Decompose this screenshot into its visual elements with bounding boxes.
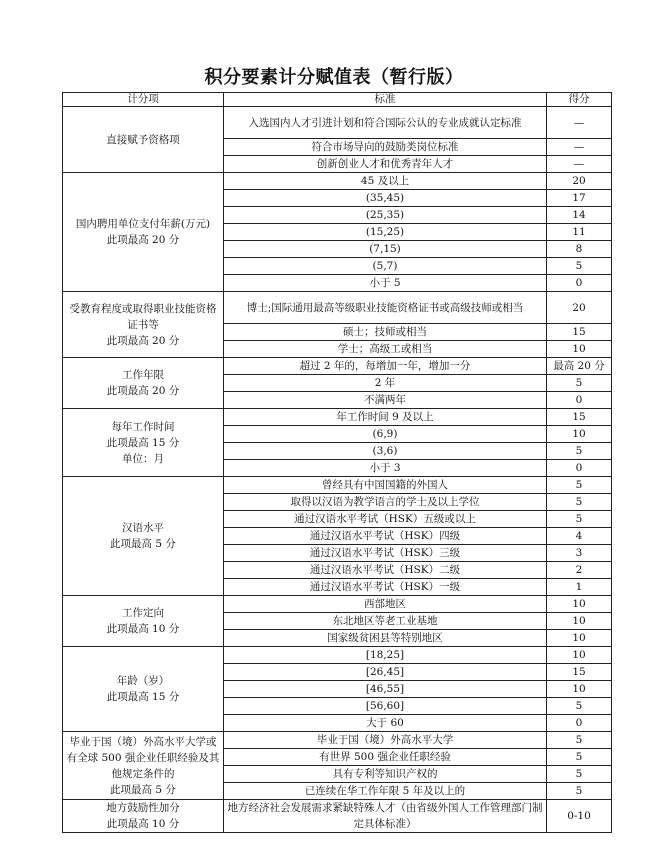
- standard-cell: 硕士；技师或相当: [224, 324, 547, 341]
- score-cell: 10: [547, 647, 612, 664]
- table-row: [63, 732, 612, 749]
- category-line: 此项最高 15 分: [106, 691, 180, 703]
- score-cell: 10: [547, 630, 612, 647]
- score-cell: 5: [547, 766, 612, 783]
- category-line: 地方鼓励性加分: [106, 802, 180, 814]
- score-cell: 20: [547, 173, 612, 190]
- category-line: 此项最高 20 分: [106, 234, 180, 246]
- category-line: 此项最高 20 分: [106, 334, 180, 347]
- category-cell: [63, 409, 224, 477]
- score-cell: 4: [547, 528, 612, 545]
- category-cell: [63, 647, 224, 732]
- category-cell: [63, 800, 224, 833]
- score-cell: 15: [547, 324, 612, 341]
- standard-cell: 大于 60: [224, 715, 547, 732]
- score-cell: 5: [547, 477, 612, 494]
- category-cell: [63, 477, 224, 596]
- standard-cell: 曾经具有中国国籍的外国人: [224, 477, 547, 494]
- score-cell: 5: [547, 698, 612, 715]
- standard-cell: (35,45): [224, 190, 547, 207]
- header-score: 得分: [547, 93, 612, 107]
- score-cell: 0: [547, 275, 612, 292]
- standard-cell: [56,60]: [224, 698, 547, 715]
- score-cell: 5: [547, 732, 612, 749]
- standard-cell: 东北地区等老工业基地: [224, 613, 547, 630]
- score-cell: 5: [547, 443, 612, 460]
- table-row: [63, 477, 612, 494]
- standard-cell: 创新创业人才和优秀青年人才: [224, 156, 547, 173]
- score-cell: —: [547, 107, 612, 139]
- score-cell: 8: [547, 241, 612, 258]
- standard-cell: 通过汉语水平考试（HSK）四级: [224, 528, 547, 545]
- score-table: [62, 92, 612, 833]
- standard-cell: 已连续在华工作年限 5 年及以上的: [224, 783, 547, 800]
- category-line: 每年工作时间: [111, 420, 175, 433]
- standard-cell: 具有专利等知识产权的: [224, 766, 547, 783]
- category-line: 单位：月: [122, 452, 164, 465]
- category-line: 汉语水平: [122, 522, 164, 534]
- score-cell: 14: [547, 207, 612, 224]
- category-line: 此项最高 20 分: [106, 385, 180, 397]
- table-row: [63, 800, 612, 833]
- category-line: 此项最高 15 分: [106, 436, 180, 449]
- table-row: [63, 409, 612, 426]
- standard-cell: 小于 5: [224, 275, 547, 292]
- category-cell: [63, 358, 224, 409]
- category-cell: [63, 292, 224, 358]
- category-line: 工作年限: [122, 369, 164, 381]
- standard-cell: 超过 2 年的，每增加一年，增加一分: [224, 358, 547, 375]
- score-cell: 3: [547, 545, 612, 562]
- table-row: [63, 107, 612, 139]
- standard-cell: (3,6): [224, 443, 547, 460]
- category-cell: [63, 107, 224, 173]
- standard-cell: 毕业于国（境）外高水平大学: [224, 732, 547, 749]
- standard-cell: 有世界 500 强企业任职经验: [224, 749, 547, 766]
- standard-cell: 通过汉语水平考试（HSK）三级: [224, 545, 547, 562]
- page-title: 积分要素计分赋值表（暂行版）: [204, 67, 464, 88]
- table-row: [63, 596, 612, 613]
- standard-cell: [46,55]: [224, 681, 547, 698]
- score-cell: 5: [547, 783, 612, 800]
- standard-cell: 小于 3: [224, 460, 547, 477]
- category-line: 此项最高 10 分: [106, 623, 180, 635]
- score-cell: —: [547, 156, 612, 173]
- score-cell: 10: [547, 426, 612, 443]
- score-cell: —: [547, 139, 612, 156]
- score-cell: 5: [547, 494, 612, 511]
- score-cell: 15: [547, 409, 612, 426]
- category-line: 此项最高 5 分: [110, 538, 176, 550]
- category-line: 毕业于国（境）外高水平大学或有全球 500 强企业任职经验及其他规定条件的: [66, 735, 220, 780]
- standard-cell: 博士;国际通用最高等级职业技能资格证书或高级技师或相当: [224, 292, 547, 324]
- category-line: 受教育程度或取得职业技能资格证书等: [69, 302, 217, 331]
- standard-cell: [18,25]: [224, 647, 547, 664]
- standard-cell: 地方经济社会发展需求紧缺特殊人才（由省级外国人工作管理部门制定具体标准）: [224, 800, 547, 833]
- score-cell: 10: [547, 613, 612, 630]
- header-item: 计分项: [63, 93, 224, 107]
- standard-cell: 通过汉语水平考试（HSK）二级: [224, 562, 547, 579]
- category-cell: [63, 596, 224, 647]
- standard-cell: (25,35): [224, 207, 547, 224]
- category-line: 直接赋予资格项: [106, 133, 180, 146]
- table-row: [63, 647, 612, 664]
- score-cell: 15: [547, 664, 612, 681]
- score-cell: 0-10: [547, 800, 612, 833]
- standard-cell: 入选国内人才引进计划和符合国际公认的专业成就认定标准: [224, 107, 547, 139]
- score-cell: 11: [547, 224, 612, 241]
- standard-cell: 通过汉语水平考试（HSK）一级: [224, 579, 547, 596]
- table-row: [63, 358, 612, 375]
- standard-cell: 45 及以上: [224, 173, 547, 190]
- score-cell: 0: [547, 460, 612, 477]
- score-cell: 5: [547, 749, 612, 766]
- category-line: 此项最高 10 分: [106, 818, 180, 830]
- standard-cell: (6,9): [224, 426, 547, 443]
- score-cell: 0: [547, 715, 612, 732]
- standard-cell: 取得以汉语为教学语言的学士及以上学位: [224, 494, 547, 511]
- table-body: [63, 107, 612, 833]
- score-cell: 5: [547, 375, 612, 392]
- standard-cell: 年工作时间 9 及以上: [224, 409, 547, 426]
- score-cell: 10: [547, 596, 612, 613]
- category-line: 工作定向: [122, 607, 164, 619]
- category-line: 国内聘用单位支付年薪(万元): [75, 218, 211, 230]
- score-cell: 10: [547, 681, 612, 698]
- standard-cell: (15,25): [224, 224, 547, 241]
- table-header-row: [63, 93, 612, 107]
- score-cell: 5: [547, 511, 612, 528]
- standard-cell: 不满两年: [224, 392, 547, 409]
- standard-cell: 符合市场导向的鼓励类岗位标准: [224, 139, 547, 156]
- standard-cell: 通过汉语水平考试（HSK）五级或以上: [224, 511, 547, 528]
- score-cell: 5: [547, 258, 612, 275]
- table-row: [63, 173, 612, 190]
- standard-cell: [26,45]: [224, 664, 547, 681]
- standard-cell: 西部地区: [224, 596, 547, 613]
- score-cell: 10: [547, 341, 612, 358]
- score-cell: 1: [547, 579, 612, 596]
- category-cell: [63, 173, 224, 292]
- score-cell: 17: [547, 190, 612, 207]
- category-line: 此项最高 5 分: [110, 783, 176, 796]
- score-cell: 最高 20 分: [547, 358, 612, 375]
- standard-cell: 国家级贫困县等特别地区: [224, 630, 547, 647]
- score-cell: 2: [547, 562, 612, 579]
- category-cell: [63, 732, 224, 800]
- standard-cell: (5,7): [224, 258, 547, 275]
- score-cell: 0: [547, 392, 612, 409]
- standard-cell: (7,15): [224, 241, 547, 258]
- category-line: 年龄（岁）: [116, 675, 170, 687]
- standard-cell: 学士；高级工或相当: [224, 341, 547, 358]
- standard-cell: 2 年: [224, 375, 547, 392]
- score-cell: 20: [547, 292, 612, 324]
- table-row: [63, 292, 612, 324]
- header-standard: 标准: [224, 93, 547, 107]
